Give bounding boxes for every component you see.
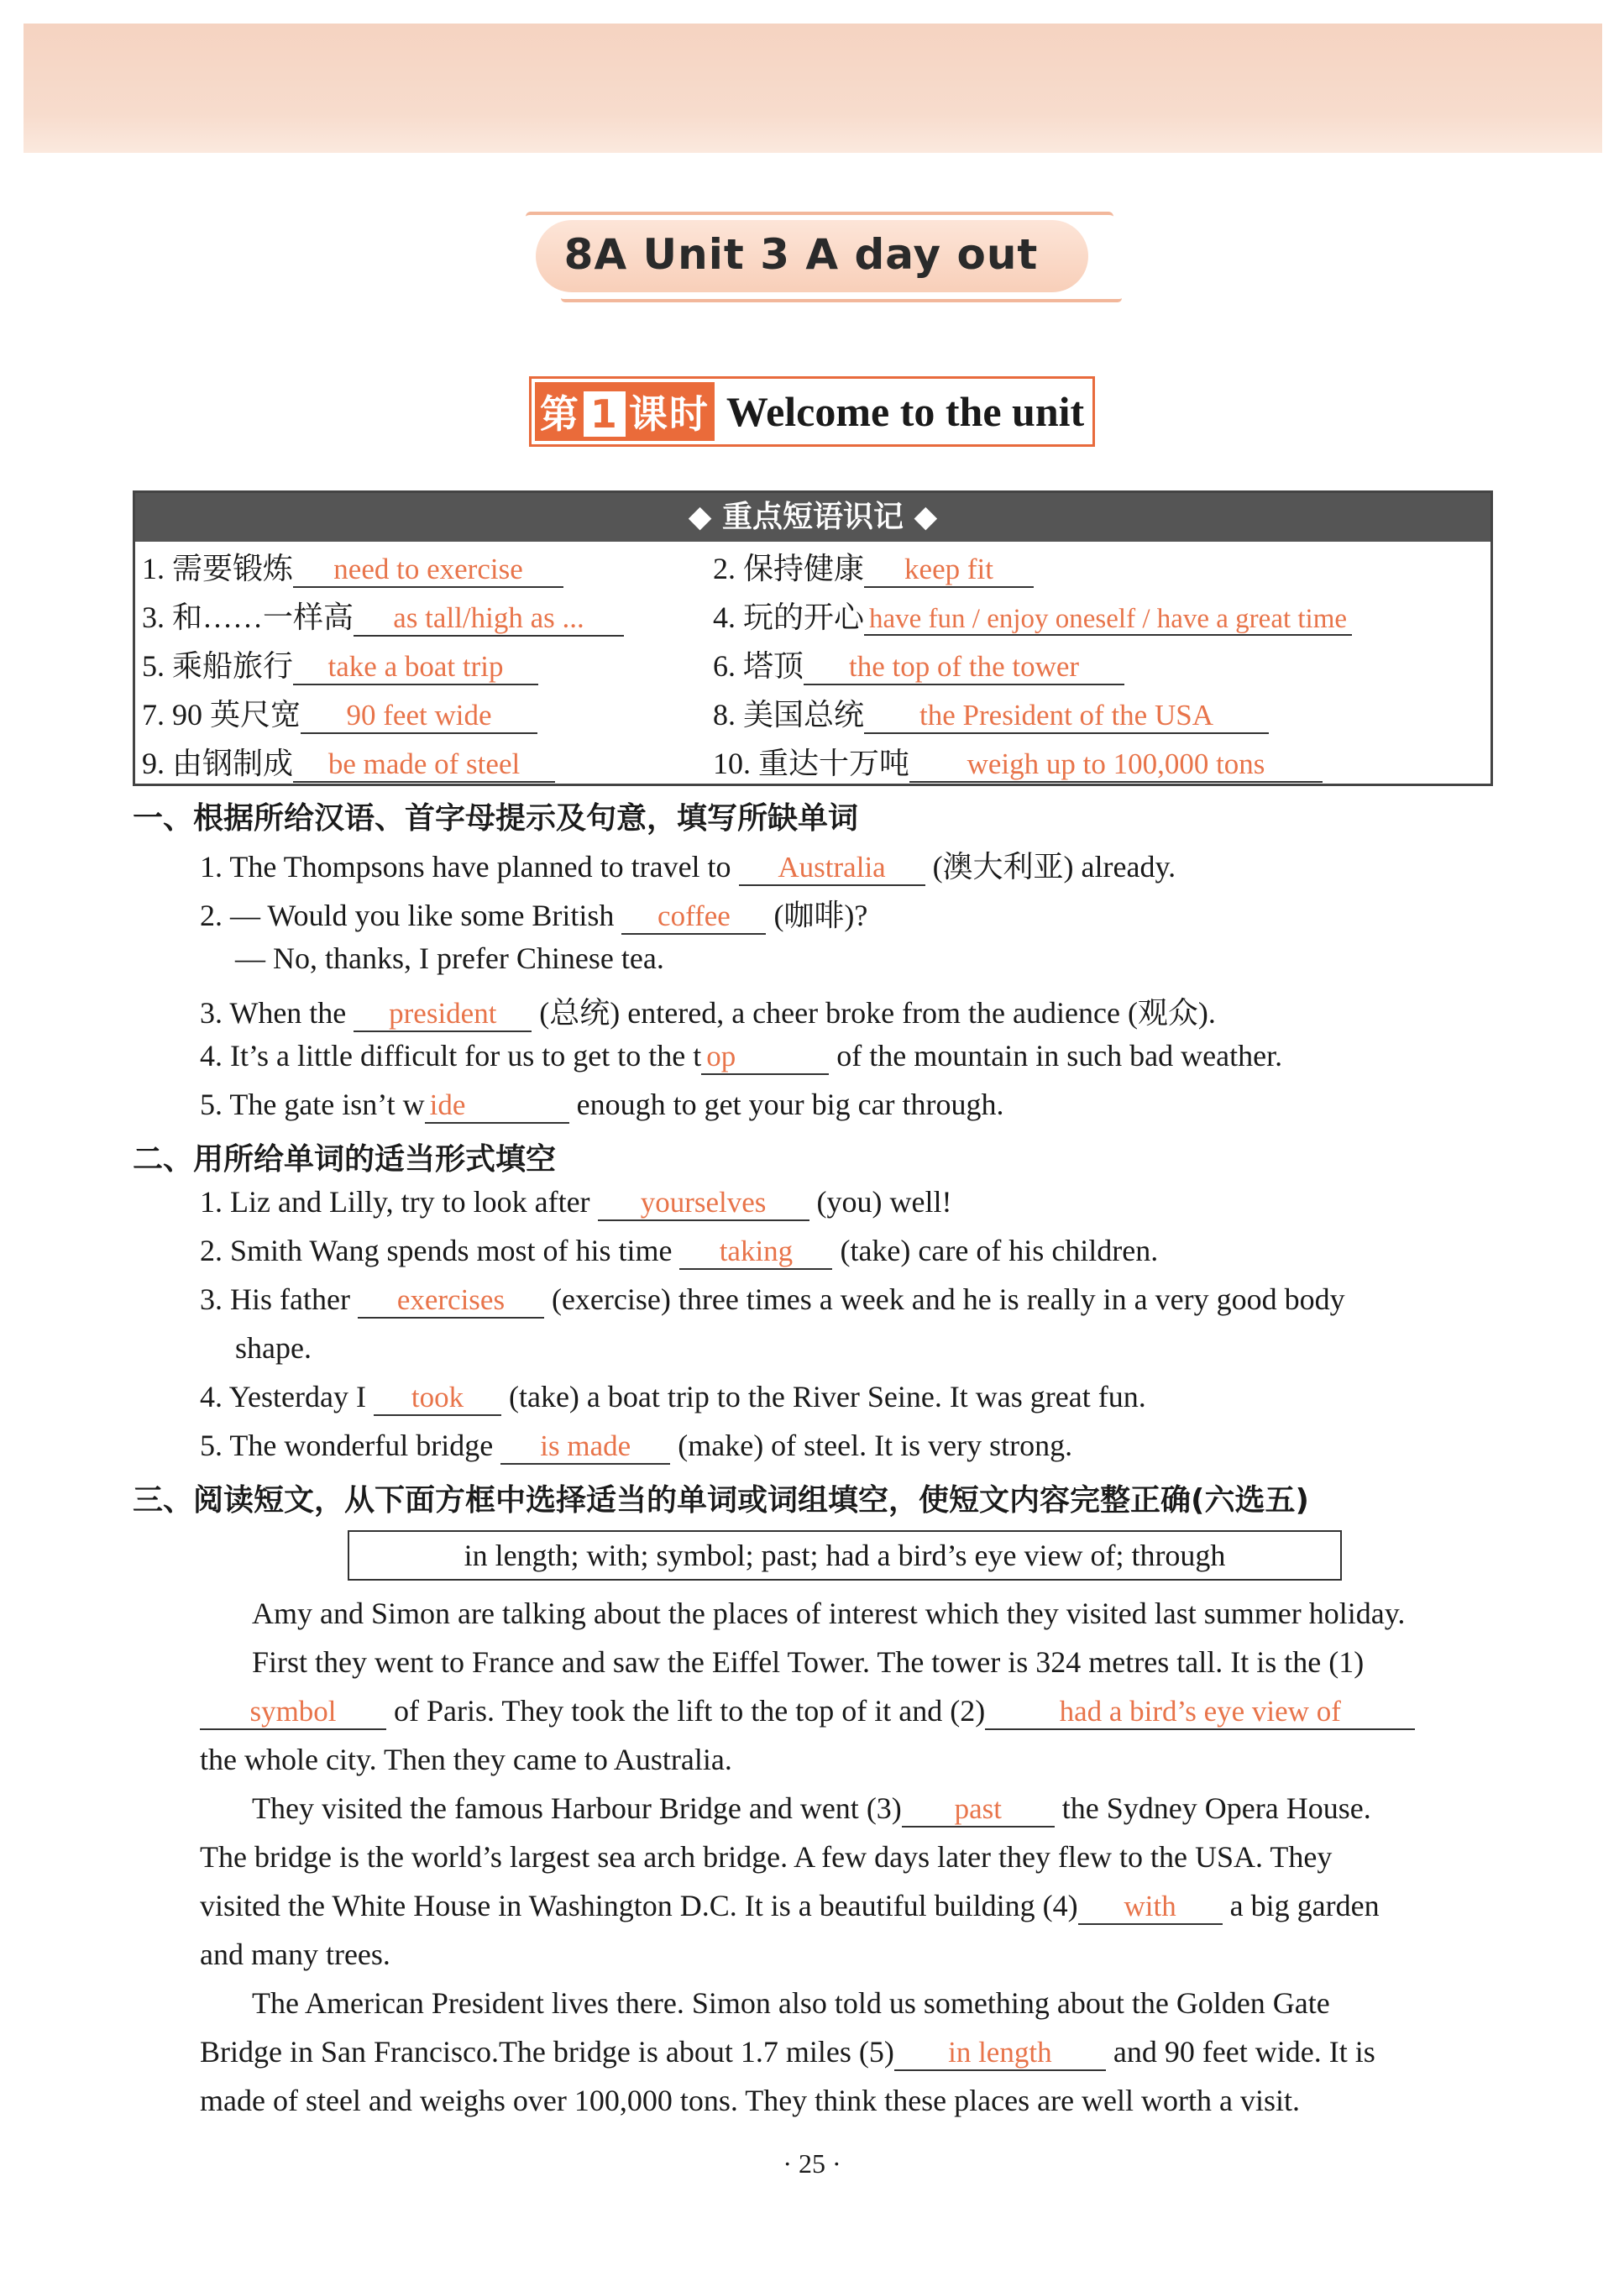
exercise-item: 3. When the president (总统) entered, a cheer broke from the audience (观众). — [200, 989, 1216, 1032]
phrase-item: 6. 塔顶 the top of the tower — [713, 642, 1124, 690]
passage-line: Amy and Simon are talking about the places of interest which they visited last summer holiday. — [252, 1597, 1406, 1630]
phrase-item: 1. 需要锻炼 need to exercise — [142, 545, 563, 592]
phrase-item: 9. 由钢制成 be made of steel — [142, 740, 555, 787]
exercise-item: 5. The wonderful bridge is made (make) of steel. It is very strong. — [200, 1428, 1072, 1465]
exercise-item: 3. His father exercises (exercise) three times a week and he is really in a very good body — [200, 1282, 1345, 1319]
header-band — [24, 24, 1602, 153]
lesson-title: Welcome to the unit — [726, 388, 1085, 435]
lesson-tag: 第 1 课时 — [535, 382, 715, 441]
exercise-item: 4. It’s a little difficult for us to get to the t op of the mountain in such bad weather. — [200, 1038, 1282, 1075]
exercise-item: 2. — Would you like some British coffee (咖啡)? — [200, 892, 867, 935]
exercise-item: — No, thanks, I prefer Chinese tea. — [235, 941, 664, 975]
passage-line: the whole city. Then they came to Australia. — [200, 1743, 732, 1776]
lesson-heading — [0, 376, 1624, 447]
page-number: · 25 · — [783, 2148, 841, 2179]
section-1-heading: 一、根据所给汉语、首字母提示及句意，填写所缺单词 — [133, 801, 859, 836]
phrase-item: 10. 重达十万吨 weigh up to 100,000 tons — [713, 740, 1323, 787]
phrase-item: 5. 乘船旅行 take a boat trip — [142, 642, 538, 690]
passage-line: They visited the famous Harbour Bridge and went (3) past the Sydney Opera House. — [252, 1791, 1371, 1828]
section-3-heading: 三、阅读短文，从下面方框中选择适当的单词或词组填空，使短文内容完整正确(六选五) — [133, 1483, 1309, 1518]
passage-line: and many trees. — [200, 1938, 390, 1971]
passage-line: The bridge is the world’s largest sea arch bridge. A few days later they flew to the USA. They — [200, 1840, 1333, 1874]
passage-line: Bridge in San Francisco.The bridge is about 1.7 miles (5) in length and 90 feet wide. It is — [200, 2034, 1375, 2071]
unit-title: 8A Unit 3 A day out — [0, 220, 1624, 292]
exercise-item: shape. — [235, 1331, 312, 1365]
word-choice-box: in length; with; symbol; past; had a bird’s eye view of; through — [348, 1530, 1342, 1581]
exercise-item: 1. Liz and Lilly, try to look after yourselves (you) well! — [200, 1184, 952, 1221]
passage-line: The American President lives there. Simon also told us something about the Golden Gate — [252, 1986, 1330, 2020]
key-phrases-heading: ◆ 重点短语识记 ◆ — [135, 493, 1490, 542]
phrase-item: 4. 玩的开心 have fun / enjoy oneself / have a great time — [713, 594, 1352, 641]
phrase-item: 3. 和……一样高 as tall/high as ... — [142, 594, 624, 641]
exercise-item: 1. The Thompsons have planned to travel to Australia (澳大利亚) already. — [200, 843, 1176, 886]
phrase-item: 7. 90 英尺宽 90 feet wide — [142, 691, 537, 738]
exercise-item: 5. The gate isn’t w ide enough to get your big car through. — [200, 1087, 1004, 1124]
phrase-item: 2. 保持健康 keep fit — [713, 545, 1034, 592]
passage-line: made of steel and weighs over 100,000 tons. They think these places are well worth a visit. — [200, 2084, 1301, 2117]
section-2-heading: 二、用所给单词的适当形式填空 — [133, 1142, 557, 1177]
passage-line: First they went to France and saw the Eiffel Tower. The tower is 324 metres tall. It is the (1) — [252, 1645, 1365, 1679]
phrase-item: 8. 美国总统 the President of the USA — [713, 691, 1269, 738]
passage-line: symbol of Paris. They took the lift to the top of it and (2) had a bird’s eye view of — [200, 1693, 1415, 1730]
exercise-item: 2. Smith Wang spends most of his time taking (take) care of his children. — [200, 1233, 1158, 1270]
key-phrases-box — [133, 490, 1493, 786]
exercise-item: 4. Yesterday I took (take) a boat trip to the River Seine. It was great fun. — [200, 1379, 1146, 1416]
passage-line: visited the White House in Washington D.C. It is a beautiful building (4) with a big garden — [200, 1888, 1380, 1925]
